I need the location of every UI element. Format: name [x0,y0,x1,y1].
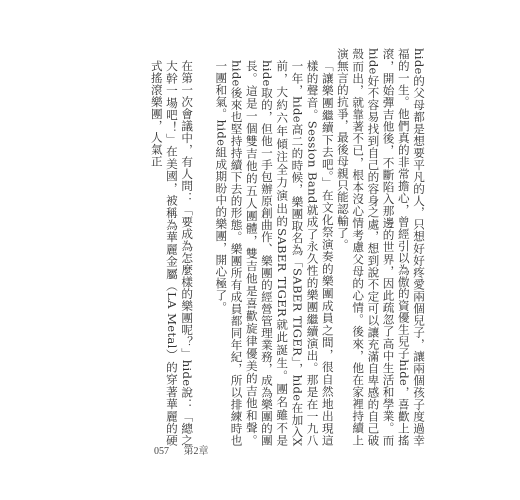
paragraph-3: 在第一次會議中，有人問：「要成為怎麼樣的樂團呢？」hide說：「總之大幹一場吧！」在美國，被稱為華麗金屬（LA Metal）的穿著華麗的硬式搖滾樂團，人氣正 [149,59,195,446]
chapter-label: 第2章 [183,446,209,457]
paragraph-2: 「讓樂團繼續下去吧。」在文化祭演奏的樂團成員之間，很自然地出現這樣的聲音。Session Band就成了永久性的樂團繼續演出。那是在一九八一年，hide高二的時候，樂團取名為「SABER TIGER」，hide在加入X前，大約六年傾注全力演出的SABER TIGER就此誕生。團名雖不是hide取的，但他一手包辦原創曲作、樂團的經營管理業務，成為樂團的團長。這是一個雙吉他的五人團體，雙吉他是喜歡旋律優美的吉他和聲。hide後來也堅持持續下去的形態。樂團所有成員都同年紀，所以排練時也一團和氣。hide組成期盼中的樂團，開心極了。 [214,59,335,446]
page-number: 057 [154,446,169,457]
page-footer [154,442,221,457]
paragraph-1: hide的父母都是想要平凡的人，只想好好疼愛兩個兒子，讓兩個孩子度過幸福的一生。他們真的非常擔心，曾經引以為傲的資優生兒子hide，喜歡上搖滾，開始彈吉他後，不斷陷入那邊的世界，因此疏忽了高中生活和學業。而hide好不容易找到自己的容身之處，想到說不定可以讓充滿自卑感的自己破殼而出，就靠著不已，根本沒心情考慮父母的心情。後來，他在家裡持續上演無言的抗爭，最後母親只能認輸了。 [335,48,426,446]
body-text [104,48,426,446]
